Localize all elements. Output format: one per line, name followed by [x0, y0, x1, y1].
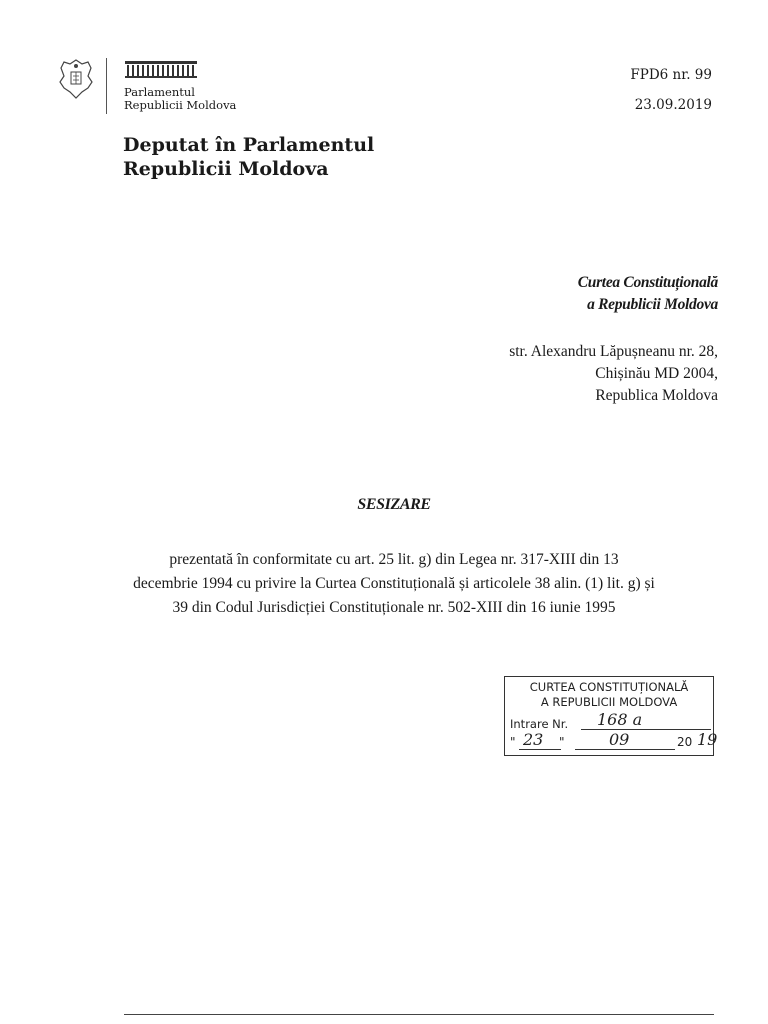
stamp-close-quote: " [559, 735, 565, 749]
deputy-title-line2: Republicii Moldova [123, 158, 329, 180]
addressee-name [578, 272, 718, 316]
deputy-title-line1: Deputat în Parlamentul [123, 134, 375, 156]
document-body [60, 548, 728, 620]
address-line1: str. Alexandru Lăpușneanu nr. 28, [509, 343, 718, 360]
stamp-month: 09 [609, 730, 630, 749]
org-name-line1: Parlamentul [124, 85, 195, 99]
stamp-line2: A REPUBLICII MOLDOVA [540, 695, 678, 709]
stamp-day-underline [519, 749, 561, 750]
header-divider [106, 58, 107, 114]
body-line1: prezentată în conformitate cu art. 25 lit. g) din Legea nr. 317-XIII din 13 [169, 551, 619, 568]
stamp-month-underline [575, 749, 675, 750]
footer-rule [124, 1014, 714, 1015]
stamp-year-prefix: 20 [677, 735, 693, 749]
addressee-name-line2: a Republicii Moldova [587, 296, 718, 313]
deputy-title [123, 133, 374, 181]
org-name-line2: Republicii Moldova [124, 98, 237, 112]
document-title: SESIZARE [357, 496, 431, 513]
address-line3: Republica Moldova [595, 387, 718, 404]
stamp-line1: CURTEA CONSTITUȚIONALĂ [529, 680, 689, 694]
registration-stamp [504, 676, 718, 756]
stamp-open-quote: " [510, 735, 516, 749]
addressee-address [509, 341, 718, 407]
document-date: 23.09.2019 [634, 97, 712, 113]
document-reference: FPD6 nr. 99 [630, 67, 712, 83]
address-line2: Chișinău MD 2004, [595, 365, 718, 382]
stamp-underline [581, 729, 711, 730]
stamp-year-suffix: 19 [697, 730, 718, 749]
stamp-day: 23 [523, 730, 544, 749]
body-line2: decembrie 1994 cu privire la Curtea Constituțională și articolele 38 alin. (1) lit. g) și [133, 575, 655, 592]
coat-of-arms-icon [58, 58, 94, 100]
body-line3: 39 din Codul Jurisdicției Constituționale nr. 502-XIII din 16 iunie 1995 [172, 599, 616, 616]
parliament-building-icon [124, 59, 198, 79]
addressee-name-line1: Curtea Constituțională [577, 274, 718, 291]
stamp-entry-label: Intrare Nr. [510, 717, 569, 731]
stamp-entry-number: 168 a [597, 710, 643, 729]
